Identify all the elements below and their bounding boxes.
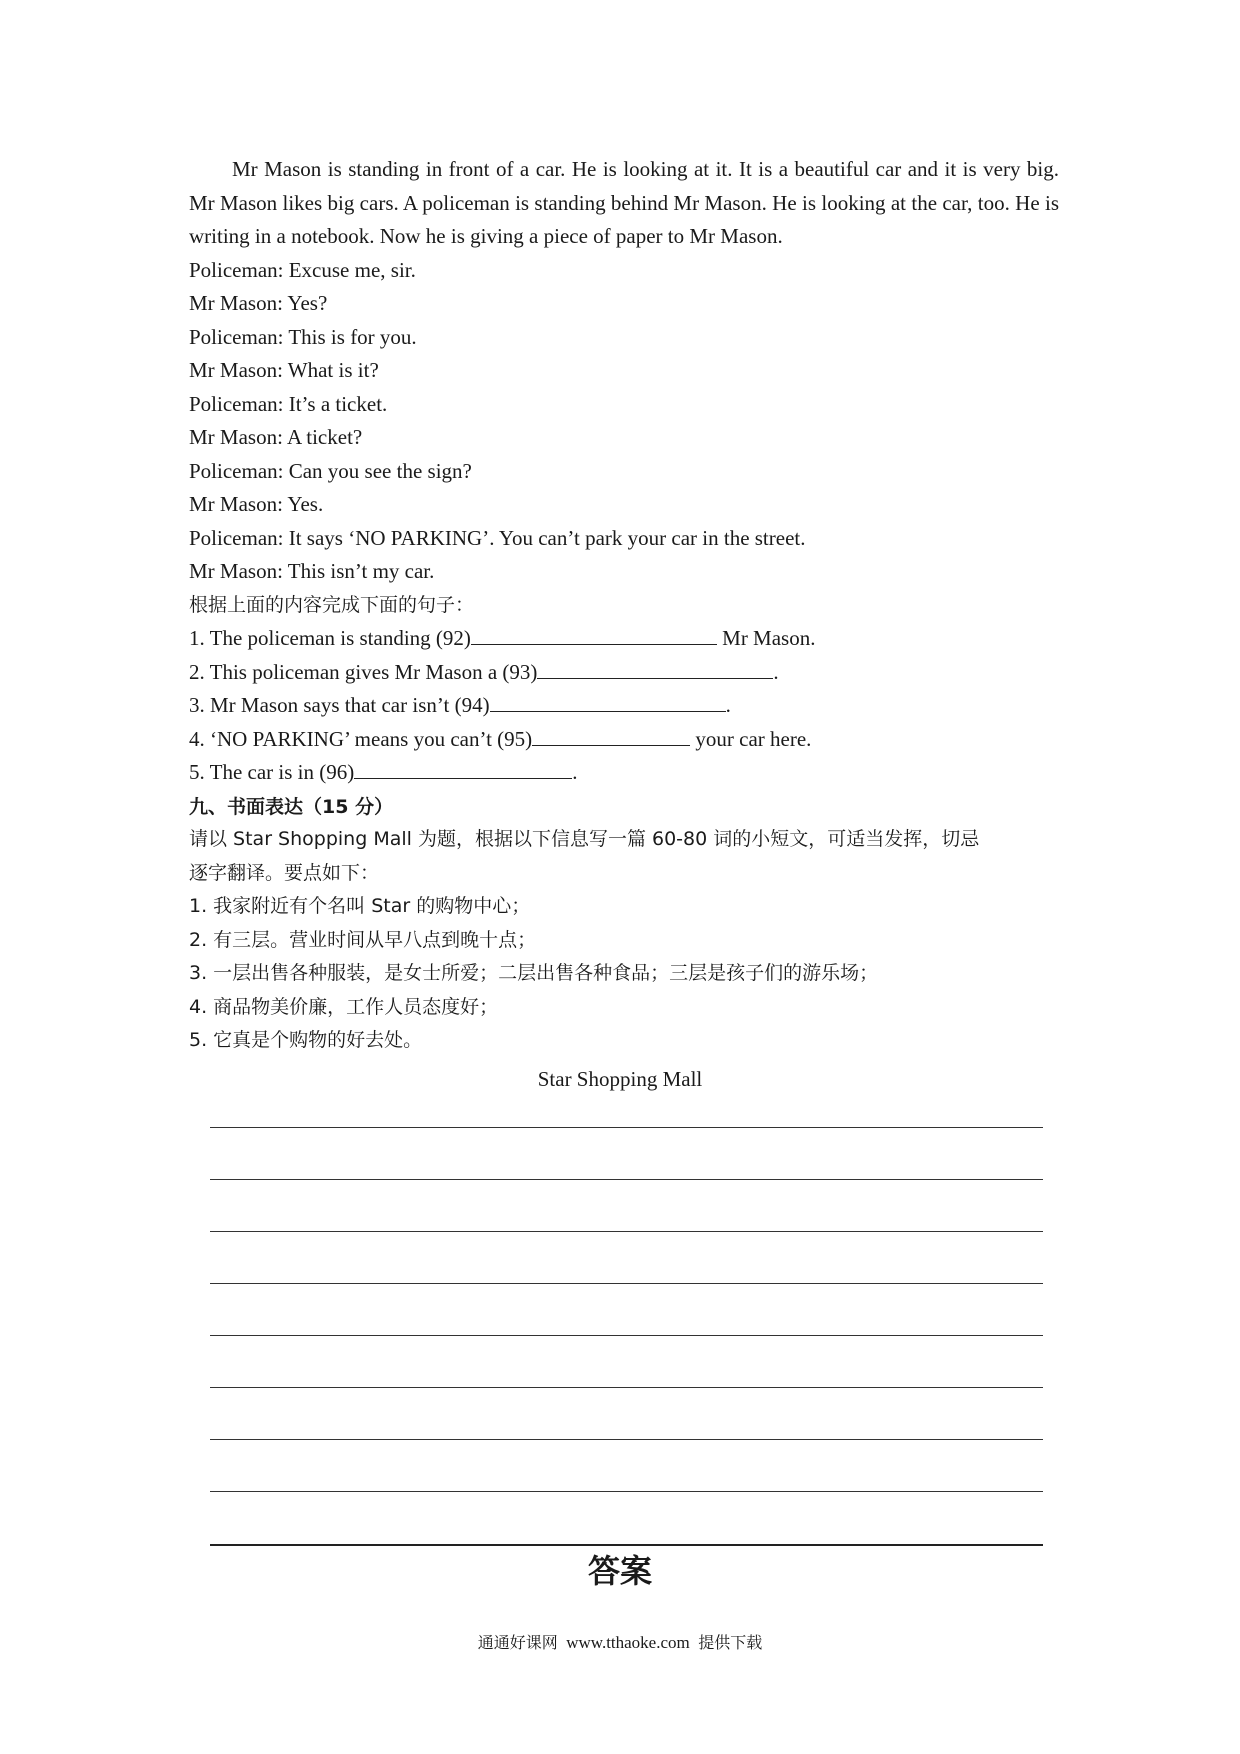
question-95 — [189, 723, 1059, 757]
dialogue-line: Mr Mason: This isn’t my car. — [189, 559, 435, 583]
section-divider — [210, 1544, 1043, 1546]
dialogue-line: Policeman: It says ‘NO PARKING’. You can’t park your car in the street. — [189, 525, 806, 550]
writing-line — [210, 1439, 1043, 1440]
writing-line — [210, 1491, 1043, 1492]
passage-paragraph: Mr Mason is standing in front of a car. He is looking at it. It is a beautiful car and it is very big. Mr Mason likes big cars. A policeman is standing behind Mr Mason. He is looking at the car, too. He is writing in a notebook. Now he is giving a piece of paper to Mr Mason. — [189, 157, 1059, 248]
dialogue-line: Policeman: Excuse me, sir. — [189, 257, 416, 282]
answer-blank-92[interactable] — [471, 624, 717, 645]
footer-url[interactable]: www.tthaoke.com — [566, 1633, 690, 1652]
answer-blank-95[interactable] — [532, 725, 690, 746]
dialogue-line: Policeman: It’s a ticket. — [189, 391, 388, 416]
writing-line — [210, 1335, 1043, 1336]
question-93 — [189, 656, 1059, 690]
writing-prompt-line: 请以 Star Shopping Mall 为题，根据以下信息写一篇 60-80 词的小短文，可适当发挥，切忌 — [189, 828, 980, 850]
dialogue-line: Mr Mason: Yes? — [189, 291, 328, 315]
section-title: 九、书面表达 — [189, 795, 304, 818]
question-suffix: your car here. — [690, 726, 812, 751]
question-94 — [189, 689, 1059, 723]
content-area — [189, 153, 1059, 1058]
question-text: 2. This policeman gives Mr Mason a (93) — [189, 659, 538, 684]
writing-point: 3. 一层出售各种服装，是女士所爱；二层出售各种食品；三层是孩子们的游乐场； — [189, 962, 879, 984]
writing-point: 2. 有三层。营业时间从早八点到晚十点； — [189, 928, 537, 951]
writing-section-heading — [189, 790, 1059, 824]
dialogue-line: Mr Mason: A ticket? — [189, 425, 363, 449]
writing-title: Star Shopping Mall — [537, 1067, 703, 1091]
writing-area[interactable] — [210, 1127, 1043, 1543]
writing-line — [210, 1387, 1043, 1388]
question-92 — [189, 622, 1059, 656]
writing-point: 1. 我家附近有个名叫 Star 的购物中心； — [189, 895, 531, 917]
answer-blank-96[interactable] — [354, 758, 572, 779]
section-score: （15 分） — [303, 795, 394, 818]
question-suffix: . — [725, 693, 731, 717]
answer-heading: 答案 — [587, 1552, 652, 1590]
answer-blank-94[interactable] — [490, 691, 726, 712]
question-text: 5. The car is in (96) — [189, 760, 355, 784]
writing-line — [210, 1179, 1043, 1180]
writing-line — [210, 1283, 1043, 1284]
writing-line — [210, 1231, 1043, 1232]
question-text: 3. Mr Mason says that car isn’t (94) — [189, 693, 490, 717]
question-text: 1. The policeman is standing (92) — [189, 626, 471, 650]
task-instruction: 根据上面的内容完成下面的句子： — [189, 593, 475, 616]
question-suffix: Mr Mason. — [716, 626, 816, 650]
question-96 — [189, 756, 1059, 790]
writing-line — [210, 1127, 1043, 1128]
dialogue-line: Policeman: Can you see the sign? — [189, 458, 472, 483]
writing-prompt-line: 逐字翻译。要点如下： — [189, 861, 380, 884]
writing-point: 4. 商品物美价廉，工作人员态度好； — [189, 995, 499, 1018]
question-suffix: . — [572, 760, 578, 784]
footer-download-text: 提供下载 — [698, 1633, 763, 1652]
footer-site-name: 通通好课网 — [477, 1633, 558, 1652]
dialogue-line: Mr Mason: What is it? — [189, 358, 379, 382]
question-text: 4. ‘NO PARKING’ means you can’t (95) — [189, 726, 533, 751]
question-suffix: . — [773, 659, 779, 684]
page-footer — [0, 1631, 1240, 1655]
writing-point: 5. 它真是个购物的好去处。 — [189, 1029, 423, 1051]
dialogue-line: Mr Mason: Yes. — [189, 492, 324, 516]
answer-blank-93[interactable] — [537, 658, 773, 679]
dialogue-line: Policeman: This is for you. — [189, 324, 417, 349]
